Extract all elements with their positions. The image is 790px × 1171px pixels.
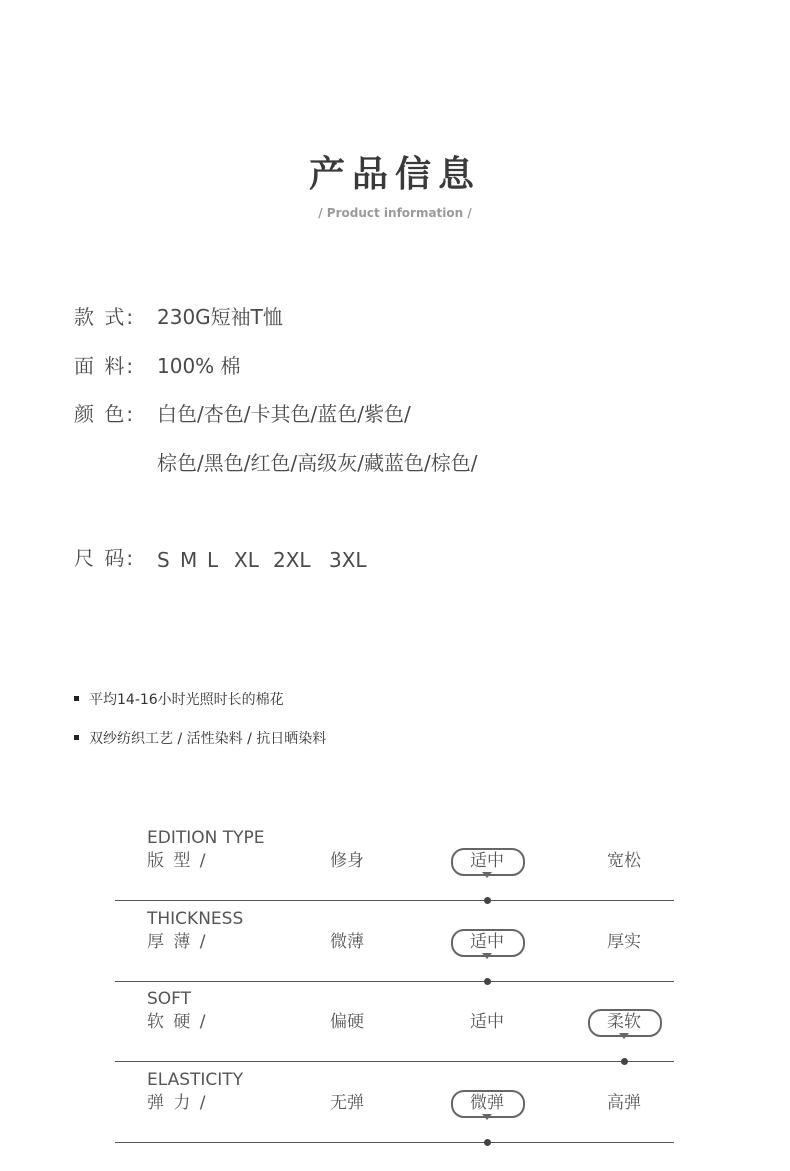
color-value-line-2: 棕色/黑色/红色/高级灰/藏蓝色/棕色/ (157, 451, 478, 475)
attribute-table (115, 820, 675, 1140)
attribute-name-zh: 版 型 / (147, 851, 208, 871)
feature-item (74, 690, 284, 710)
attribute-name-en: EDITION TYPE (147, 828, 265, 848)
size-option: XL (234, 548, 259, 572)
attribute-name-en: SOFT (147, 989, 192, 1009)
attribute-option-selected: 微弹 (470, 1093, 504, 1113)
feature-item (74, 729, 326, 749)
attribute-name-en: ELASTICITY (147, 1070, 244, 1090)
attribute-name-zh: 软 硬 / (147, 1012, 208, 1032)
bullet-icon (74, 735, 79, 740)
color-label: 颜 色: (74, 402, 136, 426)
fabric-label: 面 料: (74, 354, 136, 378)
badge-pointer-icon (619, 1033, 629, 1039)
attribute-option: 高弹 (607, 1093, 641, 1113)
size-option: 2XL (273, 548, 311, 572)
badge-pointer-icon (482, 953, 492, 959)
size-option: 3XL (329, 548, 367, 572)
feature-text: 双纱纺织工艺 / 活性染料 / 抗日晒染料 (89, 731, 327, 747)
size-label: 尺 码: (74, 546, 136, 570)
attribute-option: 宽松 (607, 851, 641, 871)
fabric-value: 100% 棉 (157, 354, 241, 378)
bullet-icon (74, 696, 79, 701)
attribute-row (115, 981, 675, 1062)
style-label: 款 式: (74, 305, 136, 329)
attribute-row (115, 901, 675, 982)
attribute-option: 修身 (330, 851, 364, 871)
attribute-option: 适中 (470, 1012, 504, 1032)
attribute-row (115, 1062, 675, 1143)
attribute-name-zh: 弹 力 / (147, 1093, 208, 1113)
size-option: L (207, 548, 219, 572)
attribute-name-en: THICKNESS (147, 909, 244, 929)
size-list (157, 546, 457, 574)
attribute-option: 偏硬 (330, 1012, 364, 1032)
style-value: 230G短袖T恤 (157, 305, 283, 329)
attribute-name-zh: 厚 薄 / (147, 932, 208, 952)
feature-text: 平均14-16小时光照时长的棉花 (89, 692, 284, 708)
color-value-line-1: 白色/杏色/卡其色/蓝色/紫色/ (157, 402, 411, 426)
attribute-option: 微薄 (330, 932, 364, 952)
attribute-row (115, 820, 675, 901)
attribute-option: 无弹 (330, 1093, 364, 1113)
row-divider (115, 1142, 674, 1143)
page-title: 产品信息 (308, 154, 481, 195)
badge-pointer-icon (482, 1114, 492, 1120)
badge-pointer-icon (482, 872, 492, 878)
page-subtitle: / Product information / (318, 206, 472, 220)
attribute-option-selected: 适中 (470, 851, 504, 871)
attribute-option-selected: 柔软 (607, 1012, 641, 1032)
selected-marker-dot (484, 1139, 491, 1146)
attribute-option-selected: 适中 (470, 932, 504, 952)
size-option: S (157, 548, 170, 572)
attribute-option: 厚实 (607, 932, 641, 952)
size-option: M (180, 548, 198, 572)
